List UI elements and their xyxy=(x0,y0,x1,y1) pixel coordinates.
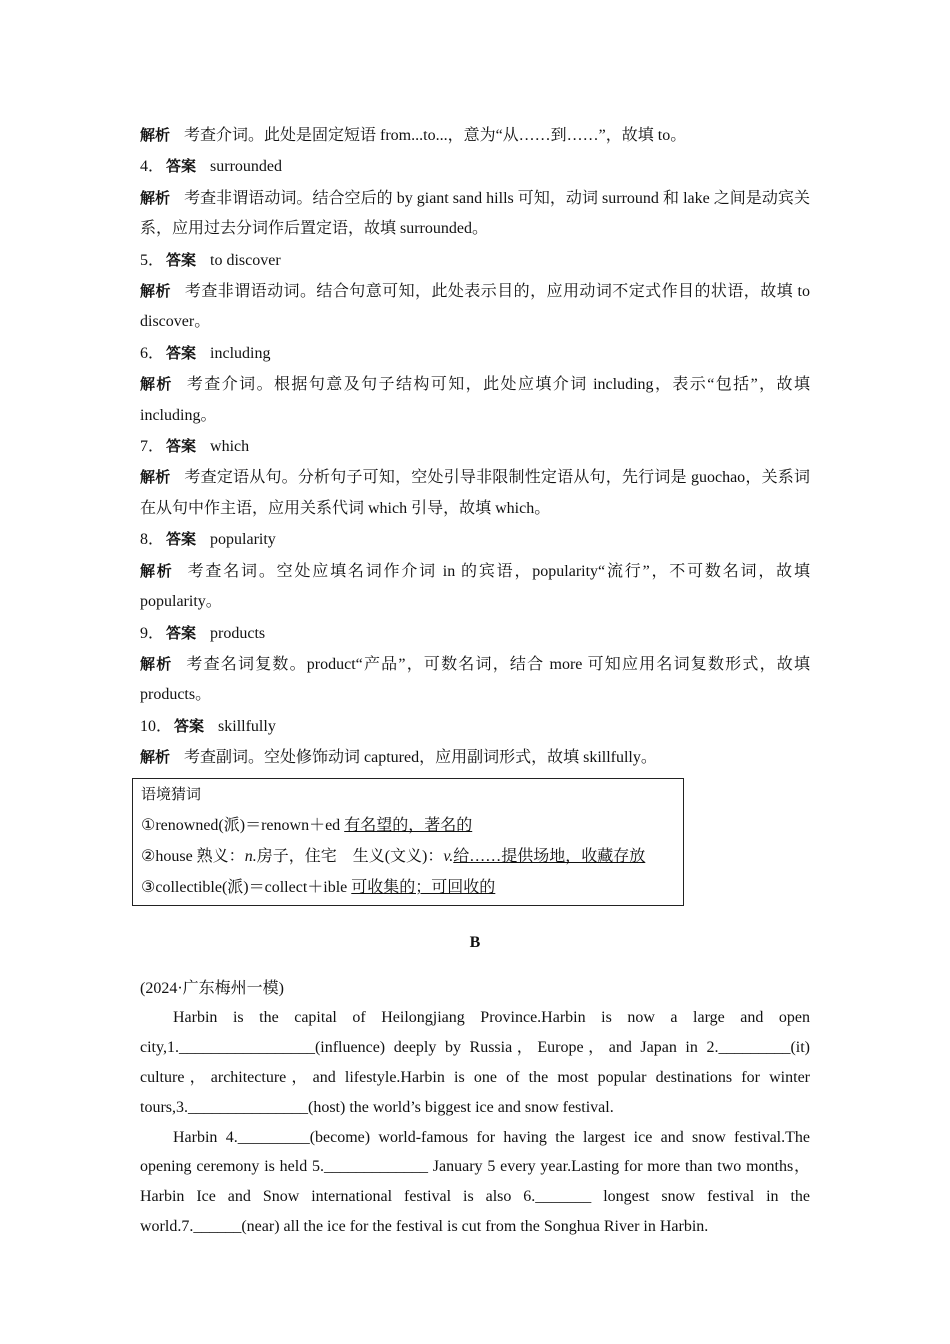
part-of-speech: v. xyxy=(443,847,454,865)
vocab-box-title: 语境猜词 xyxy=(141,784,202,803)
answer-label: 答案 xyxy=(166,623,197,642)
answer-label: 答案 xyxy=(166,250,197,269)
analysis-text: 考查名词。空处应填名词作介词 in 的宾语，popularity“流行”，不可数名词，故填 popularity。 xyxy=(140,562,810,611)
analysis-6 xyxy=(140,369,810,431)
answer-9 xyxy=(140,618,810,649)
analysis-4 xyxy=(140,183,810,245)
answer-text: which xyxy=(210,438,250,456)
question-number: 7． xyxy=(140,438,165,456)
analysis-label: 解析 xyxy=(140,126,171,144)
analysis-text: 考查副词。空处修饰动词 captured，应用副词形式，故填 skillfully。 xyxy=(184,749,657,767)
answer-label: 答案 xyxy=(166,157,197,176)
answer-5 xyxy=(140,245,810,276)
vocab-entry-meaning: 给……提供场地，收藏存放 xyxy=(453,847,646,865)
analysis-label: 解析 xyxy=(140,654,173,673)
vocab-entry-1 xyxy=(141,810,676,841)
answer-10 xyxy=(140,711,810,742)
question-number: 8． xyxy=(140,531,165,549)
question-number: 9． xyxy=(140,624,165,642)
question-number: 5． xyxy=(140,251,165,269)
analysis-8 xyxy=(140,556,810,618)
analysis-text: 考查名词复数。product“产品”，可数名词，结合 more 可知应用名词复数形式，故填 products。 xyxy=(140,655,810,704)
analysis-10 xyxy=(140,742,810,773)
part-of-speech: n. xyxy=(244,847,257,865)
answer-text: surrounded xyxy=(210,158,283,176)
vocab-entry-2 xyxy=(141,841,676,872)
vocab-entry-meaning: 可收集的；可回收的 xyxy=(351,878,496,896)
analysis-5 xyxy=(140,276,810,338)
vocab-entry-meaning: 有名望的，著名的 xyxy=(344,816,473,834)
analysis-text: 考查介词。根据句意及句子结构可知，此处应填介词 including，表示“包括”，故填 including。 xyxy=(140,376,810,424)
document-page xyxy=(140,120,810,1242)
answer-label: 答案 xyxy=(166,343,197,362)
vocab-entry-text: ①renowned(派)＝renown＋ed xyxy=(141,816,345,834)
analysis-label: 解析 xyxy=(140,561,174,580)
analysis-text: 考查非谓语动词。结合空后的 by giant sand hills 可知，动词 surround 和 lake 之间是动宾关系，应用过去分词作后置定语，故填 surrounded。 xyxy=(140,189,810,238)
answer-label: 答案 xyxy=(174,716,205,735)
passage-paragraph-1: Harbin is the capital of Heilongjiang Province.Harbin is now a large and open city,1._________________(influence) deeply by Russia，Europe，and Japan in 2._________(it) culture，architecture，and lifestyle.Harbin is one of the most popular destinations for winter tours,3._______________(host) the world’s biggest ice and snow festival. xyxy=(140,1009,810,1116)
analysis-label: 解析 xyxy=(140,282,171,301)
section-title: B xyxy=(469,933,481,951)
analysis-label: 解析 xyxy=(140,468,171,487)
analysis-text: 考查非谓语动词。结合句意可知，此处表示目的，应用动词不定式作目的状语，故填 to discover。 xyxy=(140,283,810,331)
vocab-box xyxy=(132,778,684,906)
answer-text: popularity xyxy=(210,531,276,549)
question-number: 4． xyxy=(140,158,165,176)
section-source: (2024·广东梅州一模) xyxy=(140,979,284,997)
vocab-entry-text: ②house 熟义： xyxy=(141,847,245,865)
analysis-label: 解析 xyxy=(140,748,171,767)
question-number: 6． xyxy=(140,344,165,362)
vocab-entry-sense: 房子，住宅 生义(文义)： xyxy=(256,847,444,865)
analysis-text: 考查介词。此处是固定短语 from...to...，意为“从……到……”，故填 to。 xyxy=(184,127,687,144)
vocab-entry-3 xyxy=(141,872,676,903)
answer-7 xyxy=(140,431,810,462)
analysis-7 xyxy=(140,462,810,524)
answer-label: 答案 xyxy=(166,530,197,549)
analysis-text: 考查定语从句。分析句子可知，空处引导非限制性定语从句，先行词是 guochao，关系词在从句中作主语，应用关系代词 which 引导，故填 which。 xyxy=(140,469,810,517)
question-number: 10． xyxy=(140,717,173,735)
answer-label: 答案 xyxy=(166,437,197,456)
answer-text: including xyxy=(210,344,271,362)
analysis-label: 解析 xyxy=(140,375,173,394)
answer-text: to discover xyxy=(210,251,281,269)
passage-paragraph-2: Harbin 4._________(become) world-famous for having the largest ice and snow festival.The opening ceremony is held 5._____________ January 5 every year.Lasting for more than two months，Harbin Ice and Snow international festival is also 6._______ longest snow festival in the world.7.______(near) all the ice for the festival is cut from the Songhua River in Harbin. xyxy=(140,1128,811,1235)
answer-text: products xyxy=(210,624,266,642)
answer-4 xyxy=(140,151,810,182)
vocab-entry-text: ③collectible(派)＝collect＋ible xyxy=(141,878,352,896)
analysis-3 xyxy=(140,120,810,151)
analysis-9 xyxy=(140,649,810,711)
analysis-label: 解析 xyxy=(140,188,171,207)
answer-8 xyxy=(140,524,810,555)
answer-6 xyxy=(140,338,810,369)
answer-text: skillfully xyxy=(218,717,276,735)
